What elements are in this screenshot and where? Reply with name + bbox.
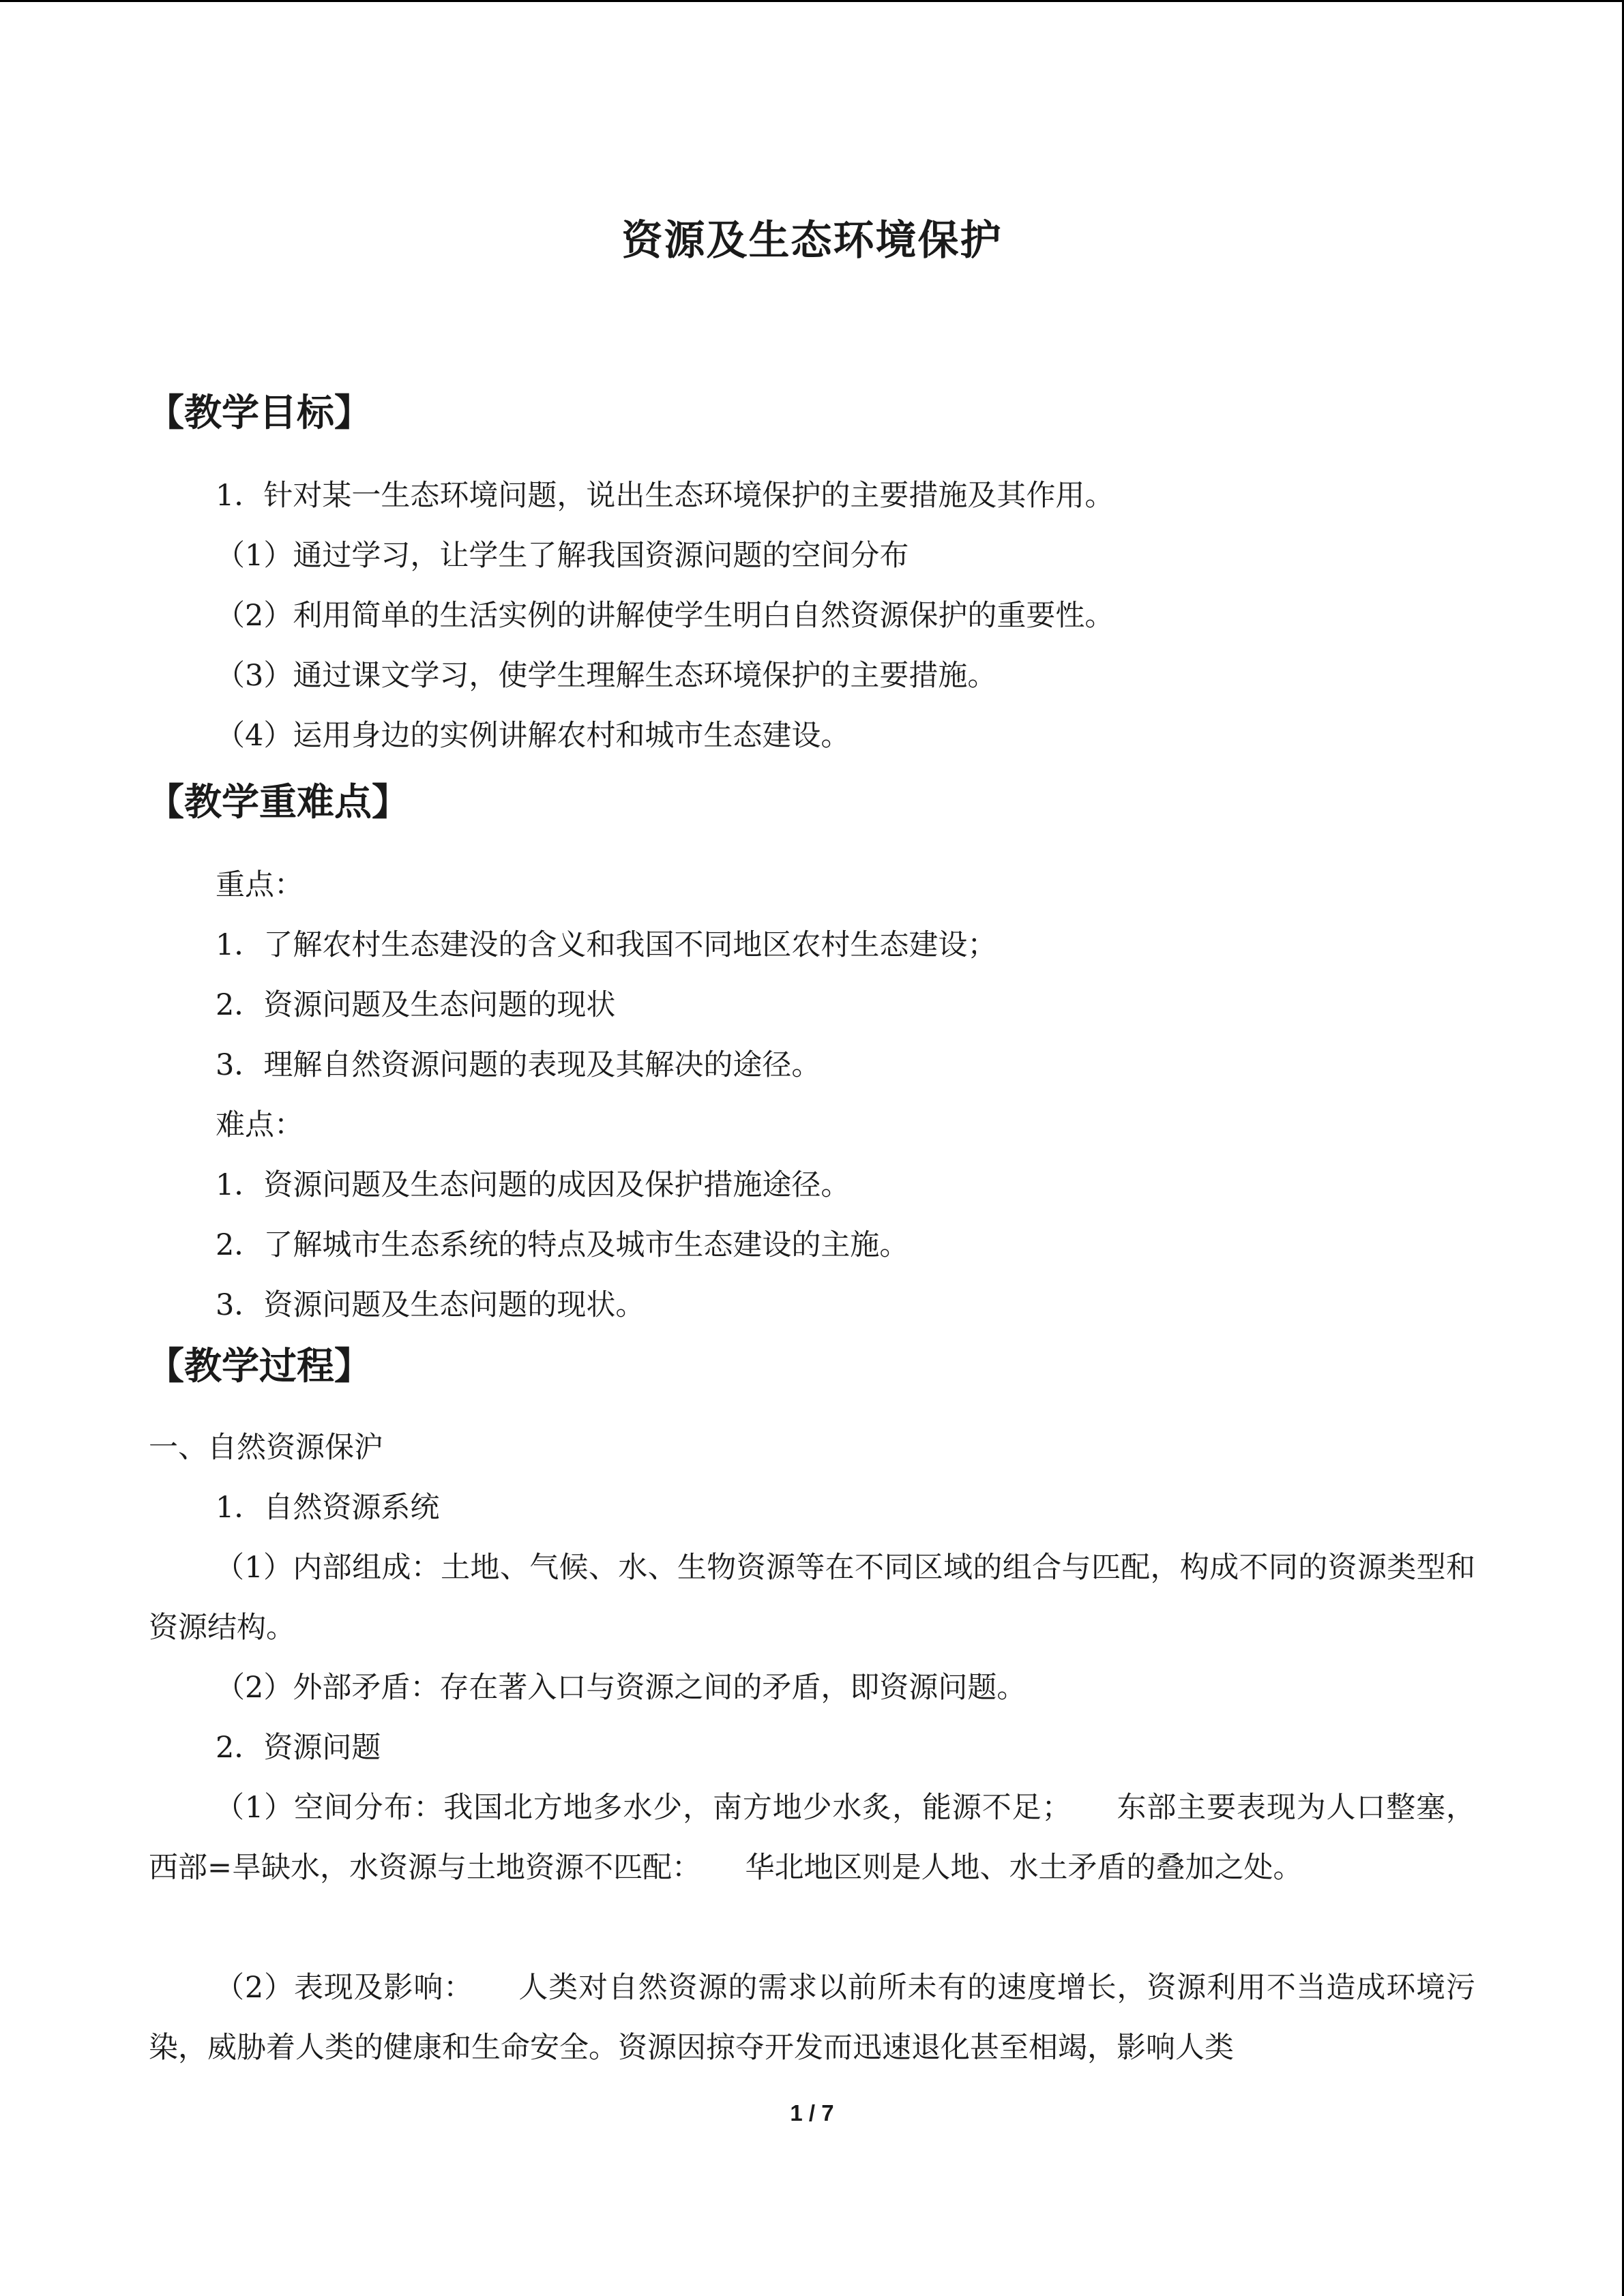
paragraph: （2）外部矛盾：存在著入口与资源之间的矛盾，即资源问题。	[216, 1671, 1027, 1705]
objective-item: （2）利用简单的生活实例的讲解使学生明白自然资源保护的重要性。	[216, 599, 1114, 633]
key-points-heading: 【教学重难点】	[147, 780, 410, 824]
objective-item: （1）通过学习，让学生了解我国资源问题的空间分布	[216, 539, 909, 573]
difficulty-item: 1．资源问题及生态问题的成因及保护措施途径。	[216, 1168, 851, 1202]
page-title: 资源及生态环境保护	[621, 217, 1003, 265]
focus-item: 3．理解自然资源问题的表现及其解决的途径。	[216, 1048, 821, 1082]
focus-label: 重点：	[216, 868, 304, 902]
process-heading: 【教学过程】	[147, 1344, 372, 1388]
section-heading: 一、自然资源保沪	[149, 1431, 383, 1465]
paragraph: （1）空间分布：我国北方地多水少，南方地少水炙，能源不足； 东部主要表现为人口整塞，西部=旱缺水，水资源与土地资源不匹配： 华北地区则是人地、水土矛盾的叠加之处。	[149, 1791, 1475, 1885]
page-number: 1 / 7	[790, 2100, 834, 2126]
objective-item: （4）运用身边的实例讲解农村和城市生态建设。	[216, 719, 851, 753]
focus-item: 2．资源问题及生态问题的现状	[216, 988, 616, 1022]
paragraph: （2）表现及影响： 人类对自然资源的需求以前所未有的速度增长，资源利用不当造成环境污染，威胁着人类的健康和生命安全。资源因掠夺开发而迅速退化甚至相竭，影响人类	[149, 1971, 1475, 2065]
subsection-heading: 1．自然资源系统	[216, 1491, 440, 1525]
difficulty-item: 2．了解城市生态系统的特点及城市生态建设的主施。	[216, 1228, 909, 1262]
paragraph: （1）内部组成：土地、气候、水、生物资源等在不同区域的组合与匹配，构成不同的资源类型和资源结构。	[149, 1551, 1475, 1645]
difficulty-item: 3．资源问题及生态问题的现状。	[216, 1288, 645, 1322]
subsection-heading: 2．资源问题	[216, 1731, 381, 1765]
objective-item: （3）通过课文学习，使学生理解生态环境保护的主要措施。	[216, 659, 997, 693]
focus-item: 1．了解农村生态建没的含义和我国不同地区农村生态建设；	[216, 928, 997, 962]
difficulty-label: 难点：	[216, 1108, 304, 1142]
objectives-heading: 【教学目标】	[147, 391, 372, 434]
objective-item: 1．针对某一生态环境问题，说出生态环境保护的主要措施及其作用。	[216, 479, 1114, 513]
